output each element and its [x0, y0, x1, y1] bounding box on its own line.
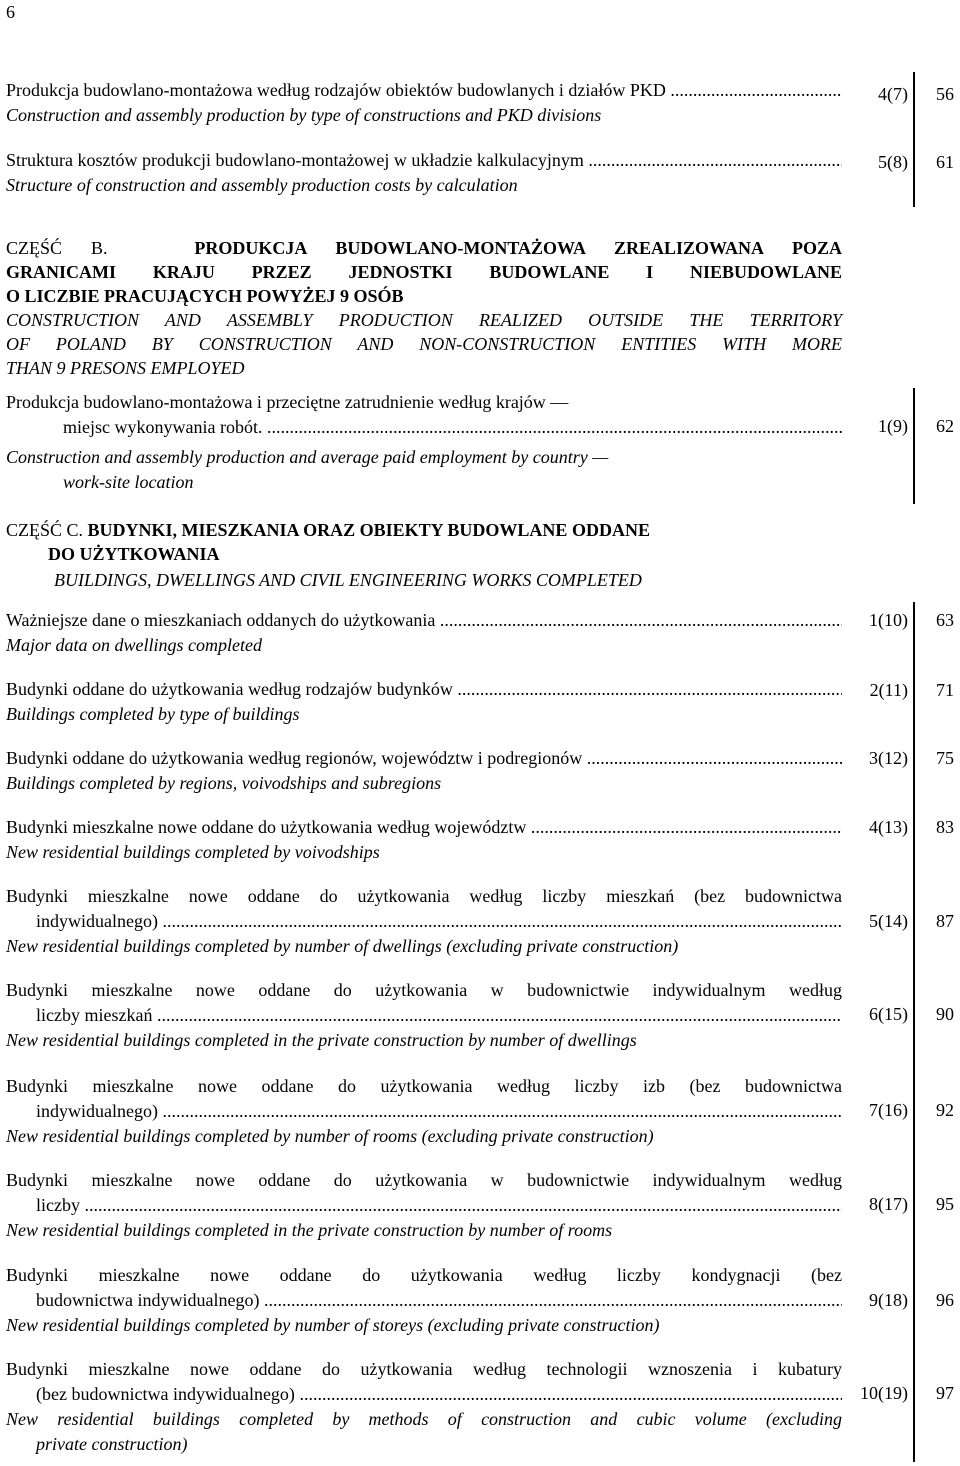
- column-divider: [913, 602, 915, 1462]
- entry-title-en: Buildings completed by type of buildings: [6, 704, 300, 724]
- part-title-en: THAN 9 PRESONS EMPLOYED: [6, 358, 245, 378]
- entry-title-pl: Budynki oddane do użytkowania według regionów, województw i podregionów .....: [6, 746, 842, 771]
- entry-title-en: New residential buildings completed by number of storeys (excluding private construction): [6, 1315, 660, 1335]
- entry-title-en: private construction): [36, 1434, 188, 1454]
- entry-title-pl: indywidualnego) .....: [6, 909, 842, 934]
- page-ref[interactable]: 56: [936, 84, 954, 104]
- toc-entry[interactable]: [6, 148, 958, 198]
- table-number: 1(9): [878, 416, 908, 436]
- table-number: 4(13): [869, 817, 908, 837]
- part-title-en: CONSTRUCTION AND ASSEMBLY PRODUCTION REALIZED OUTSIDE THE TERRITORY: [6, 310, 842, 330]
- toc-entry[interactable]: [6, 815, 958, 865]
- page-ref[interactable]: 87: [936, 911, 954, 931]
- part-title-en: OF POLAND BY CONSTRUCTION AND NON-CONSTRUCTION ENTITIES WITH MORE: [6, 334, 842, 354]
- toc-entry[interactable]: [6, 1357, 958, 1457]
- entry-title-pl: Budynki mieszkalne nowe oddane do użytkowania według województw .....: [6, 815, 842, 840]
- table-number: 5(14): [869, 911, 908, 931]
- entry-title-pl: liczby .....: [6, 1193, 842, 1218]
- table-number: 2(11): [869, 680, 908, 700]
- entry-title-pl: Budynki mieszkalne nowe oddane do użytkowania według liczby kondygnacji (bez: [6, 1265, 842, 1285]
- entry-title-pl: Budynki mieszkalne nowe oddane do użytkowania w budownictwie indywidualnym według: [6, 980, 842, 1000]
- page-ref[interactable]: 62: [936, 416, 954, 436]
- toc-entry[interactable]: [6, 746, 958, 796]
- part-title-line: GRANICAMI KRAJU PRZEZ JEDNOSTKI BUDOWLANE I NIEBUDOWLANE: [6, 262, 842, 282]
- entry-title-pl: Budynki mieszkalne nowe oddane do użytkowania w budownictwie indywidualnym według: [6, 1170, 842, 1190]
- column-divider: [913, 72, 915, 207]
- entry-title-en: Construction and assembly production and average paid employment by country —: [6, 447, 609, 467]
- page-ref[interactable]: 96: [936, 1290, 954, 1310]
- column-divider: [913, 388, 915, 504]
- table-number: 10(19): [860, 1383, 908, 1403]
- entry-title-en: New residential buildings completed by voivodships: [6, 842, 380, 862]
- entry-title-en: New residential buildings completed by methods of construction and cubic volume (excluding: [6, 1409, 842, 1429]
- entry-title-pl: Budynki mieszkalne nowe oddane do użytkowania według liczby mieszkań (bez budownictwa: [6, 886, 842, 906]
- toc-entry[interactable]: [6, 1263, 958, 1338]
- part-title-line: PRODUKCJA BUDOWLANO-MONTAŻOWA ZREALIZOWANA POZA: [194, 238, 842, 258]
- entry-title-pl: Produkcja budowlano-montażowa według rodzajów obiektów budowlanych i działów PKD .....: [6, 78, 842, 103]
- part-label: CZĘŚĆ B.: [6, 238, 108, 258]
- entry-title-pl: Produkcja budowlano-montażowa i przeciętne zatrudnienie według krajów —: [6, 392, 569, 412]
- table-number: 8(17): [869, 1194, 908, 1214]
- entry-title-pl: Budynki oddane do użytkowania według rodzajów budynków .....: [6, 677, 842, 702]
- part-b-heading: [6, 236, 842, 380]
- entry-title-en: New residential buildings completed in the private construction by number of dwellings: [6, 1030, 637, 1050]
- part-title-line: BUDYNKI, MIESZKANIA ORAZ OBIEKTY BUDOWLANE ODDANE: [87, 520, 650, 540]
- page-ref[interactable]: 63: [936, 610, 954, 630]
- page-ref[interactable]: 97: [936, 1383, 954, 1403]
- part-title-line: O LICZBIE PRACUJĄCYCH POWYŻEJ 9 OSÓB: [6, 286, 404, 306]
- part-title-en: BUILDINGS, DWELLINGS AND CIVIL ENGINEERING WORKS COMPLETED: [54, 570, 642, 590]
- toc-entry[interactable]: [6, 1168, 958, 1243]
- toc-entry[interactable]: [6, 1074, 958, 1149]
- table-number: 4(7): [878, 84, 908, 104]
- entry-title-en: New residential buildings completed in the private construction by number of rooms: [6, 1220, 613, 1240]
- toc-entry[interactable]: [6, 78, 958, 128]
- entry-title-pl: Budynki mieszkalne nowe oddane do użytkowania według liczby izb (bez budownictwa: [6, 1076, 842, 1096]
- entry-title-en: New residential buildings completed by number of rooms (excluding private construction): [6, 1126, 654, 1146]
- toc-entry[interactable]: [6, 677, 958, 727]
- toc-entry[interactable]: [6, 978, 958, 1053]
- table-number: 9(18): [869, 1290, 908, 1310]
- entry-title-pl: Struktura kosztów produkcji budowlano-montażowej w układzie kalkulacyjnym .....: [6, 148, 842, 173]
- toc-entry[interactable]: [6, 608, 958, 658]
- entry-title-pl: indywidualnego) .....: [6, 1099, 842, 1124]
- table-number: 7(16): [869, 1100, 908, 1120]
- entry-title-en: work-site location: [63, 472, 194, 492]
- entry-title-en: Buildings completed by regions, voivodships and subregions: [6, 773, 442, 793]
- page-ref[interactable]: 83: [936, 817, 954, 837]
- page-ref[interactable]: 71: [936, 680, 954, 700]
- page-number: 6: [6, 2, 15, 22]
- entry-title-en: New residential buildings completed by number of dwellings (excluding private construction): [6, 936, 679, 956]
- table-number: 3(12): [869, 748, 908, 768]
- entry-title-pl: miejsc wykonywania robót. .....: [6, 415, 842, 440]
- table-number: 5(8): [878, 152, 908, 172]
- entry-title-pl: (bez budownictwa indywidualnego) .....: [6, 1382, 842, 1407]
- page-ref[interactable]: 75: [936, 748, 954, 768]
- table-number: 1(10): [869, 610, 908, 630]
- entry-title-pl: liczby mieszkań .....: [6, 1003, 842, 1028]
- toc-entry[interactable]: [6, 390, 958, 495]
- entry-title-pl: Ważniejsze dane o mieszkaniach oddanych do użytkowania .....: [6, 608, 842, 633]
- page-ref[interactable]: 90: [936, 1004, 954, 1024]
- toc-entry[interactable]: [6, 884, 958, 959]
- entry-title-en: Major data on dwellings completed: [6, 635, 262, 655]
- part-title-line: DO UŻYTKOWANIA: [48, 544, 220, 564]
- entry-title-pl: budownictwa indywidualnego) .....: [6, 1288, 842, 1313]
- entry-title-en: Structure of construction and assembly production costs by calculation: [6, 175, 518, 195]
- part-c-heading: [6, 518, 766, 592]
- entry-title-en: Construction and assembly production by type of constructions and PKD divisions: [6, 105, 602, 125]
- entry-title-pl: Budynki mieszkalne nowe oddane do użytkowania według technologii wznoszenia i kubatury: [6, 1359, 842, 1379]
- part-label: CZĘŚĆ C.: [6, 520, 84, 540]
- table-number: 6(15): [869, 1004, 908, 1024]
- page-ref[interactable]: 61: [936, 152, 954, 172]
- page-ref[interactable]: 95: [936, 1194, 954, 1214]
- page-ref[interactable]: 92: [936, 1100, 954, 1120]
